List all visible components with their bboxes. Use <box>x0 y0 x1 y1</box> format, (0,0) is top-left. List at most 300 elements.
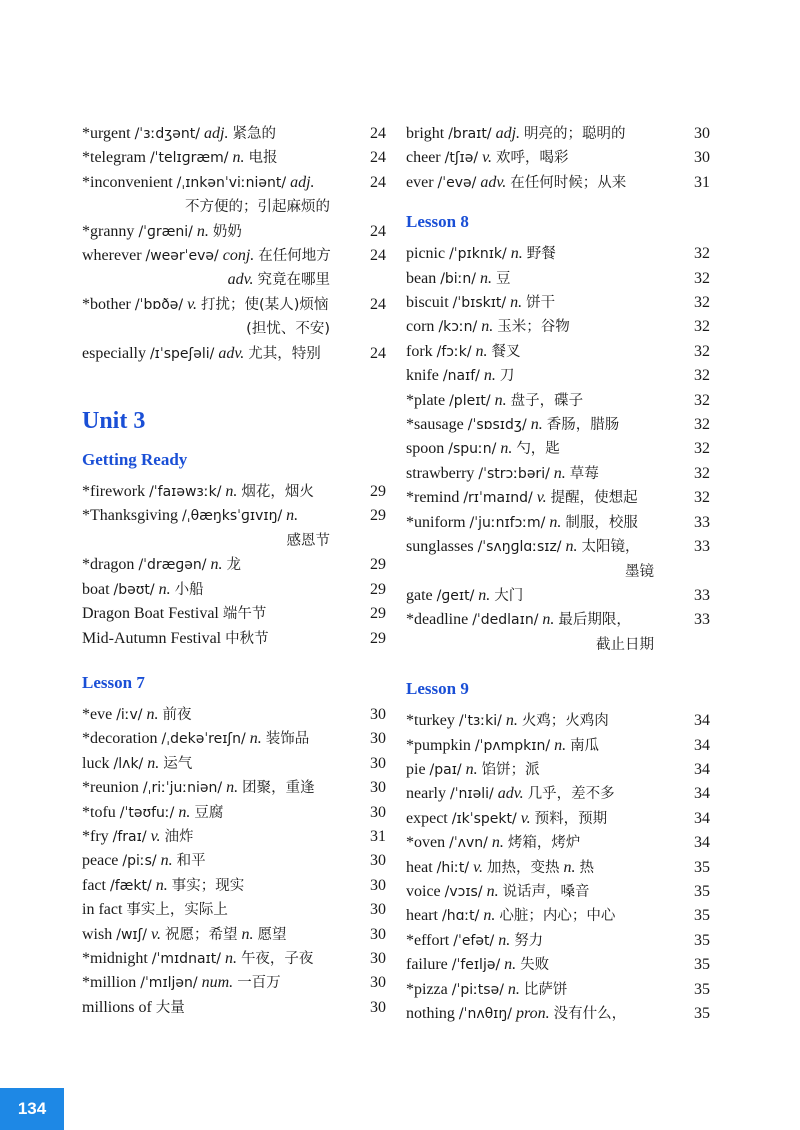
page-ref: 32 <box>694 367 710 385</box>
phonetic: /ˈfaɪəwɜːk/ <box>149 484 222 501</box>
definition: 野餐 <box>526 246 556 263</box>
definition: 几乎，差不多 <box>527 786 615 803</box>
vocab-entry <box>82 801 386 825</box>
page-ref: 30 <box>370 705 386 723</box>
part-of-speech: n. <box>147 754 160 772</box>
vocab-entry <box>406 413 710 437</box>
page-ref: 32 <box>694 440 710 458</box>
vocab-entry <box>82 342 386 366</box>
definition-continuation <box>82 268 356 292</box>
phonetic: /ɡeɪt/ <box>436 587 475 604</box>
phonetic: /ˈɜːdʒənt/ <box>134 126 200 142</box>
definition: 大量 <box>155 999 185 1016</box>
headword: *decoration <box>82 730 158 748</box>
page-ref: 29 <box>370 605 386 623</box>
definition: 烤箱，烤炉 <box>507 835 581 852</box>
phonetic: /ˈbɪskɪt/ <box>452 295 507 312</box>
definition: 在任何地方 <box>258 248 331 265</box>
definition: 大门 <box>494 587 524 604</box>
definition: 刀 <box>499 368 515 385</box>
phonetic: /tʃɪə/ <box>444 150 479 167</box>
vocab-entry <box>406 267 710 291</box>
page-ref: 35 <box>694 980 710 998</box>
part-of-speech: v. <box>482 149 493 167</box>
phonetic: /paɪ/ <box>429 761 462 778</box>
vocab-entry <box>82 703 386 727</box>
headword: *uniform <box>406 513 466 531</box>
headword: spoon <box>406 440 445 458</box>
part-of-speech: n. <box>505 712 518 730</box>
page-ref: 33 <box>694 586 710 604</box>
phonetic: /kɔːn/ <box>438 319 478 336</box>
definition: 欢呼，喝彩 <box>496 150 569 167</box>
phonetic: /biːn/ <box>440 270 477 287</box>
spacer <box>82 651 386 671</box>
page-ref: 24 <box>370 295 386 313</box>
vocab-entry <box>82 504 386 553</box>
headword: *tofu <box>82 803 116 821</box>
phonetic: /ˈevə/ <box>437 174 477 191</box>
phonetic: /ˈnʌθɪŋ/ <box>458 1006 512 1022</box>
page-ref: 35 <box>694 1005 710 1022</box>
phonetic: /braɪt/ <box>448 126 492 142</box>
page-ref: 29 <box>370 629 386 647</box>
vocab-entry <box>82 752 386 776</box>
definition: 事实上，实际上 <box>126 902 228 919</box>
vocab-entry <box>406 880 710 904</box>
part-of-speech: n. <box>232 149 245 167</box>
headword: *deadline <box>406 611 469 629</box>
definition: 失败 <box>520 957 550 974</box>
page-ref: 35 <box>694 907 710 925</box>
vocab-entry <box>82 923 386 947</box>
definition-2: 愿望 <box>257 926 287 943</box>
headword: *granny <box>82 222 135 240</box>
definition: 说话声，嗓音 <box>502 883 590 900</box>
page-ref: 32 <box>694 464 710 482</box>
part-of-speech: n. <box>491 834 504 852</box>
part-of-speech: n. <box>554 736 567 754</box>
page-ref: 32 <box>694 416 710 434</box>
part-of-speech: n. <box>158 580 171 598</box>
definition: 祝愿；希望 <box>164 926 238 943</box>
phonetic: /ˈmɪdnaɪt/ <box>151 950 221 967</box>
headword: *sausage <box>406 416 464 434</box>
phonetic: /ɪkˈspekt/ <box>451 810 517 827</box>
part-of-speech: n. <box>226 779 239 797</box>
page-ref: 24 <box>370 344 386 362</box>
page-ref: 29 <box>370 580 386 598</box>
headword: *pumpkin <box>406 736 471 754</box>
part-of-speech: n. <box>160 852 173 870</box>
phonetic: /hɑːt/ <box>441 908 480 925</box>
page-ref: 34 <box>694 834 710 852</box>
headword: *inconvenient <box>82 173 173 191</box>
definition: 加热，变热 <box>486 859 560 876</box>
definition-2: 热 <box>579 859 594 876</box>
page-ref: 29 <box>370 483 386 501</box>
phonetic: /lʌk/ <box>113 755 144 772</box>
headword: *fry <box>82 827 109 845</box>
headword: especially <box>82 344 146 362</box>
part-of-speech: adj. <box>204 125 229 142</box>
phonetic: /ˌriːˈjuːniən/ <box>142 780 223 797</box>
part-of-speech: n. <box>465 760 478 778</box>
phonetic: /ˈdedlaɪn/ <box>472 612 539 629</box>
vocab-entry <box>406 856 710 880</box>
headword: *firework <box>82 483 146 501</box>
page-ref: 32 <box>694 342 710 360</box>
headword: *midnight <box>82 949 148 967</box>
definition: 没有什么， <box>553 1006 627 1022</box>
part-of-speech: n. <box>483 907 496 925</box>
headword: *remind <box>406 489 460 507</box>
part-of-speech: n. <box>498 931 511 949</box>
page-ref: 24 <box>370 149 386 167</box>
headword: millions of <box>82 998 152 1016</box>
part-of-speech: v. <box>187 295 198 313</box>
page-ref: 33 <box>694 611 710 629</box>
headword: biscuit <box>406 294 449 312</box>
section-heading: Lesson 7 <box>82 672 145 692</box>
vocab-entry <box>406 1002 710 1026</box>
part-of-speech: n. <box>507 980 520 998</box>
definition: 盘子，碟子 <box>510 392 584 409</box>
vocab-entry <box>406 291 710 315</box>
vocab-entry <box>82 244 386 293</box>
page-ref: 24 <box>370 125 386 142</box>
vocab-entry <box>406 978 710 1002</box>
definition: 勺，匙 <box>516 441 560 458</box>
vocab-entry <box>406 807 710 831</box>
phonetic: /bəʊt/ <box>113 581 155 598</box>
page-ref: 35 <box>694 956 710 974</box>
definition: 尤其，特别 <box>248 345 321 362</box>
part-of-speech: n. <box>530 416 543 434</box>
headword: *dragon <box>82 556 135 574</box>
page-ref: 35 <box>694 882 710 900</box>
vocab-entry <box>82 947 386 971</box>
page-ref: 34 <box>694 785 710 803</box>
vocab-entry <box>406 953 710 977</box>
part-of-speech: n. <box>224 949 237 967</box>
headword: failure <box>406 956 448 974</box>
page-ref: 35 <box>694 931 710 949</box>
vocab-entry <box>82 776 386 800</box>
page-ref: 34 <box>694 760 710 778</box>
headword: bright <box>406 125 445 142</box>
phonetic: /ˌdekəˈreɪʃn/ <box>161 731 246 748</box>
definition: 火鸡；火鸡肉 <box>521 713 609 730</box>
definition: 心脏；内心；中心 <box>499 908 616 925</box>
phonetic: /vɔɪs/ <box>444 883 483 900</box>
definition: 运气 <box>163 755 193 772</box>
vocab-entry <box>82 293 386 342</box>
definition-continuation <box>82 529 356 553</box>
spacer <box>82 366 386 406</box>
phonetic: /ˈsʌŋɡlɑːsɪz/ <box>477 539 562 556</box>
page-ref: 31 <box>370 827 386 845</box>
phonetic: /ˈfeɪljə/ <box>451 957 501 974</box>
headword: cheer <box>406 149 441 167</box>
definition-line2: 截止日期 <box>596 636 654 653</box>
phonetic: /fækt/ <box>109 877 152 894</box>
vocab-entry <box>406 758 710 782</box>
phonetic: /ˈsɒsɪdʒ/ <box>467 417 527 434</box>
page-number-badge: 134 <box>0 1088 64 1130</box>
vocab-entry <box>82 898 386 922</box>
definition: 草莓 <box>569 465 599 482</box>
part-of-speech: v. <box>151 925 161 943</box>
part-of-speech: num. <box>201 974 234 992</box>
part-of-speech: n. <box>565 538 578 556</box>
part-of-speech: n. <box>210 556 223 574</box>
phonetic: /ˌθæŋksˈɡɪvɪŋ/ <box>182 508 283 525</box>
part-of-speech: adv. <box>480 173 507 191</box>
definition: 电报 <box>248 150 278 167</box>
vocab-entry <box>406 929 710 953</box>
phonetic: /ˈpiːtsə/ <box>451 981 504 998</box>
definition: 香肠，腊肠 <box>546 417 620 434</box>
page-ref: 29 <box>370 507 386 525</box>
vocab-entry <box>82 874 386 898</box>
section-heading: Getting Ready <box>82 450 188 470</box>
headword: *pizza <box>406 980 448 998</box>
part-of-speech: n. <box>286 507 299 525</box>
headword: *urgent <box>82 125 131 142</box>
headword: heart <box>406 907 438 925</box>
vocab-entry <box>82 602 386 626</box>
vocab-entry <box>406 242 710 266</box>
phonetic: /piːs/ <box>122 853 157 870</box>
vocab-entry <box>406 709 710 733</box>
headword: in fact <box>82 901 123 919</box>
page-ref: 30 <box>370 901 386 919</box>
vocab-entry <box>82 578 386 602</box>
part-of-speech: v. <box>520 809 531 827</box>
page-ref: 30 <box>370 974 386 992</box>
headword: wish <box>82 925 113 943</box>
right-column <box>406 122 710 1026</box>
definition: 明亮的；聪明的 <box>524 126 626 142</box>
part-of-speech: adv. <box>218 344 245 362</box>
definition: 打扰；使(某人)烦恼 <box>201 296 329 313</box>
phonetic: /ˈʌvn/ <box>449 835 488 852</box>
definition: 团聚，重逢 <box>242 780 315 797</box>
part-of-speech: n. <box>553 464 566 482</box>
phonetic: /ˈtɜːki/ <box>458 713 502 730</box>
definition: 装饰品 <box>265 731 310 748</box>
headword: *bother <box>82 295 131 313</box>
phonetic: /ɪˈspeʃəli/ <box>149 345 215 362</box>
definition: 豆 <box>496 270 511 287</box>
vocab-entry <box>406 389 710 413</box>
definition-continuation <box>406 560 680 584</box>
page-ref: 30 <box>370 998 386 1016</box>
headword: knife <box>406 367 439 385</box>
vocab-entry <box>82 627 386 651</box>
part-of-speech: n. <box>500 440 513 458</box>
vocab-entry <box>406 486 710 510</box>
part-of-speech-2: adv. <box>227 271 254 289</box>
vocab-entry <box>406 146 710 170</box>
phonetic: /ˈtəʊfuː/ <box>119 804 175 821</box>
headword: *reunion <box>82 779 139 797</box>
page-ref: 30 <box>370 949 386 967</box>
definition-line2: (担忧、不安) <box>246 321 330 338</box>
definition: 事实；现实 <box>171 877 245 894</box>
vocab-entry <box>406 608 710 657</box>
vocab-entry <box>406 171 710 195</box>
part-of-speech: v. <box>150 827 161 845</box>
phonetic: /ˈjuːnɪfɔːm/ <box>469 514 546 531</box>
part-of-speech: n. <box>486 882 499 900</box>
definition-continuation <box>406 633 680 657</box>
definition: 中秋节 <box>225 630 269 647</box>
definition: 和平 <box>176 853 206 870</box>
page-ref: 32 <box>694 489 710 507</box>
part-of-speech: n. <box>542 611 555 629</box>
definition: 馅饼；派 <box>481 761 540 778</box>
part-of-speech: n. <box>510 245 523 263</box>
vocab-entry <box>82 553 386 577</box>
page-ref: 24 <box>370 173 386 191</box>
page-ref: 32 <box>694 294 710 312</box>
headword: Dragon Boat Festival <box>82 605 219 623</box>
headword: gate <box>406 586 433 604</box>
headword: fact <box>82 876 106 894</box>
definition: 预料，预期 <box>534 810 608 827</box>
headword: *plate <box>406 391 446 409</box>
headword: pie <box>406 760 426 778</box>
definition: 在任何时候；从来 <box>510 174 627 191</box>
definition-line2: 究竟在哪里 <box>257 272 330 289</box>
part-of-speech: n. <box>483 367 496 385</box>
part-of-speech: n. <box>196 222 209 240</box>
left-column <box>82 122 386 1020</box>
page-ref: 30 <box>694 125 710 142</box>
headword: luck <box>82 754 110 772</box>
definition: 南瓜 <box>570 737 600 754</box>
part-of-speech: n. <box>494 391 507 409</box>
headword: bean <box>406 269 437 287</box>
page-ref: 30 <box>370 852 386 870</box>
phonetic: /ˈmɪljən/ <box>140 975 198 992</box>
headword: corn <box>406 318 435 336</box>
page-ref: 35 <box>694 858 710 876</box>
definition: 玉米；谷物 <box>497 319 570 336</box>
vocab-entry <box>406 462 710 486</box>
definition: 一百万 <box>237 975 281 992</box>
vocab-entry <box>406 511 710 535</box>
phonetic: /ˈtelɪɡræm/ <box>149 150 229 167</box>
part-of-speech: n. <box>481 318 494 336</box>
headword: *oven <box>406 834 446 852</box>
phonetic: /hiːt/ <box>436 859 470 876</box>
definition: 端午节 <box>222 606 267 623</box>
part-of-speech: adj. <box>495 125 521 142</box>
unit-heading: Unit 3 <box>82 408 146 435</box>
vocab-entry <box>82 825 386 849</box>
vocab-entry <box>406 340 710 364</box>
definition-continuation <box>82 317 356 341</box>
headword: *effort <box>406 931 450 949</box>
definition: 烟花，烟火 <box>241 484 314 501</box>
definition: 小船 <box>174 581 204 598</box>
headword: *million <box>82 974 137 992</box>
headword: expect <box>406 809 448 827</box>
definition: 午夜，子夜 <box>240 950 314 967</box>
part-of-speech: n. <box>249 730 262 748</box>
page-ref: 33 <box>694 538 710 556</box>
part-of-speech-2: n. <box>563 858 576 876</box>
definition-line2: 不方便的；引起麻烦的 <box>185 199 330 216</box>
vocab-entry <box>82 727 386 751</box>
vocab-entry <box>406 315 710 339</box>
headword: *Thanksgiving <box>82 507 178 525</box>
page-ref: 30 <box>694 149 710 167</box>
vocab-entry <box>406 437 710 461</box>
phonetic: /fraɪ/ <box>112 828 147 845</box>
page-ref: 34 <box>694 736 710 754</box>
vocab-entry <box>406 734 710 758</box>
phonetic: /ˈbɒðə/ <box>134 296 184 313</box>
definition: 油炸 <box>164 828 194 845</box>
headword: nearly <box>406 785 446 803</box>
headword: Mid-Autumn Festival <box>82 629 222 647</box>
page-ref: 29 <box>370 556 386 574</box>
definition: 努力 <box>514 932 544 949</box>
part-of-speech: n. <box>225 483 238 501</box>
page-ref: 24 <box>370 247 386 265</box>
vocab-entry <box>406 122 710 146</box>
headword: voice <box>406 882 441 900</box>
part-of-speech-2: n. <box>241 925 254 943</box>
phonetic: /ˈpɪknɪk/ <box>449 246 507 263</box>
part-of-speech: n. <box>478 586 491 604</box>
vocab-entry <box>406 904 710 928</box>
headword: fork <box>406 342 433 360</box>
part-of-speech: pron. <box>515 1005 550 1022</box>
page-ref: 33 <box>694 513 710 531</box>
page-ref: 34 <box>694 712 710 730</box>
definition: 最后期限， <box>558 612 631 629</box>
vocab-entry <box>82 146 386 170</box>
phonetic: /weərˈevə/ <box>145 248 219 265</box>
definition: 提醒，使想起 <box>550 490 638 507</box>
definition-line2: 感恩节 <box>286 532 330 549</box>
definition-continuation <box>82 195 356 219</box>
page-ref: 32 <box>694 269 710 287</box>
definition: 龙 <box>226 557 241 574</box>
spacer <box>406 195 710 210</box>
vocab-entry <box>406 782 710 806</box>
phonetic: /fɔːk/ <box>436 343 472 360</box>
phonetic: /ˈdræɡən/ <box>138 557 207 574</box>
phonetic: /pleɪt/ <box>449 392 491 409</box>
phonetic: /naɪf/ <box>442 368 480 385</box>
phonetic: /ˈstrɔːbəri/ <box>478 465 550 482</box>
spacer <box>406 657 710 677</box>
page-ref: 24 <box>370 222 386 240</box>
vocab-entry <box>82 996 386 1020</box>
phonetic: /ˈefət/ <box>453 932 495 949</box>
part-of-speech: n. <box>475 342 488 360</box>
definition: 前夜 <box>162 706 192 723</box>
headword: boat <box>82 580 110 598</box>
headword: strawberry <box>406 464 475 482</box>
definition: 比萨饼 <box>523 981 568 998</box>
